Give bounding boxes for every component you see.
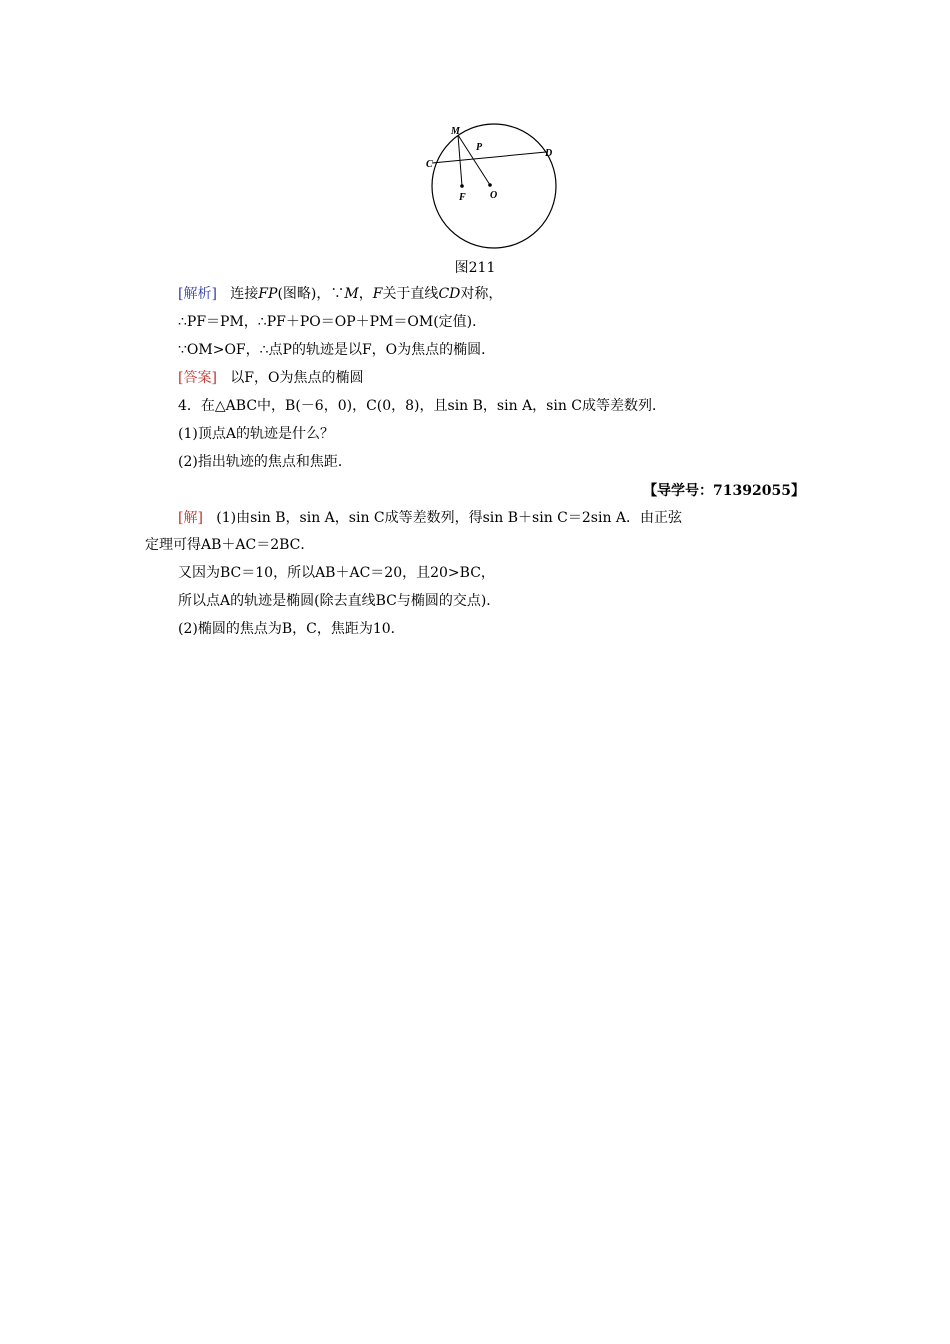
analysis-line-2: ∴PF＝PM，∴PF＋PO＝OP＋PM＝OM(定值)． [178, 314, 487, 330]
question-4-part-2: (2)指出轨迹的焦点和焦距． [178, 454, 352, 470]
solution-line-1: [解] (1)由sin B，sin A，sin C成等差数列，得sin B＋sin C＝2sin A．由正弦 [178, 510, 683, 526]
solution-tag: [解] [178, 510, 203, 526]
figure-caption: 图211 [454, 260, 496, 276]
reference-number: 【导学号：71392055】 [643, 483, 805, 499]
answer-line [178, 368, 364, 388]
circle [432, 124, 556, 248]
point-o [488, 183, 492, 187]
analysis-tag: [解析] [178, 286, 217, 302]
label-f: F [459, 192, 466, 203]
label-m: M [451, 126, 460, 137]
solution-line-4: 所以点A的轨迹是椭圆(除去直线BC与椭圆的交点)． [178, 593, 501, 609]
solution-line-3: 又因为BC＝10，所以AB＋AC＝20，且20>BC， [178, 565, 495, 581]
analysis-line-3: ∵OM>OF，∴点P的轨迹是以F，O为焦点的椭圆． [178, 342, 496, 358]
question-4-part-1: (1)顶点A的轨迹是什么？ [178, 426, 334, 442]
label-c: C [426, 159, 433, 170]
label-o: O [490, 190, 498, 201]
label-p: P [476, 142, 483, 153]
chord-cd [432, 152, 546, 163]
solution-line-2: 定理可得AB＋AC＝2BC． [145, 537, 315, 553]
label-d: D [545, 148, 553, 159]
answer-tag: [答案] [178, 370, 217, 386]
analysis-line-1: [解析] 连接FP(图略)，∵M，F关于直线CD对称， [178, 286, 503, 302]
solution-line-5: (2)椭圆的焦点为B，C，焦距为10． [178, 621, 405, 637]
circle-figure [415, 118, 575, 258]
question-4-stem: 4．在△ABC中，B(－6，0)，C(0，8)，且sin B，sin A，sin C成等差数列． [178, 398, 667, 414]
point-f [460, 184, 464, 188]
answer-text: 以F，O为焦点的椭圆 [230, 370, 364, 386]
